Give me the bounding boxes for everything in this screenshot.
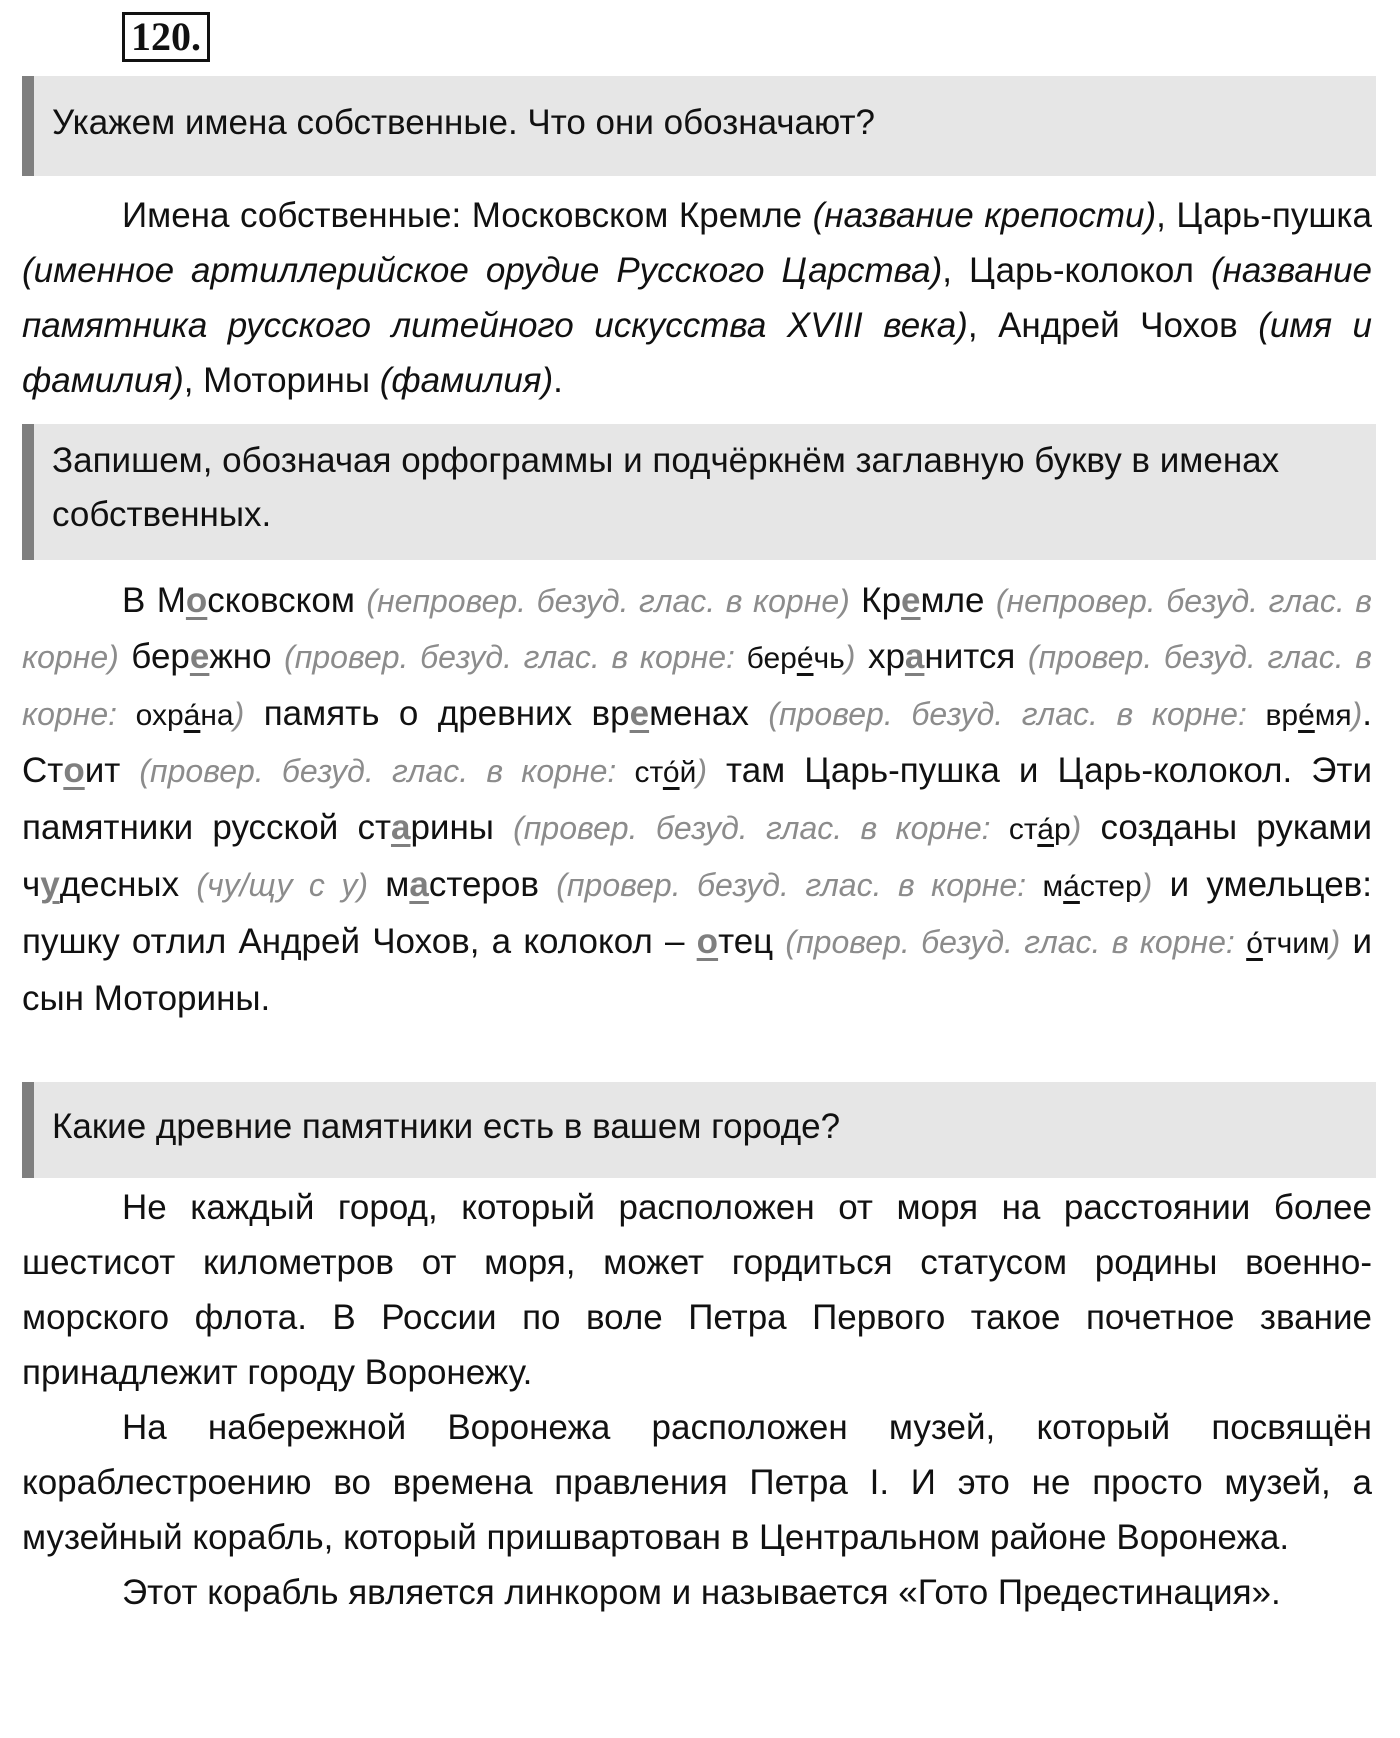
exercise-number: 120. <box>122 12 210 62</box>
answer-1: Имена собственные: Московском Кремле (название крепости), Царь-пушка (именное артиллерийское орудие Русского Царства), Царь-колокол (название памятника русского литейного искусства XVIII века), Андрей Чохов (имя и фамилия), Моторины (фамилия). <box>22 196 1372 400</box>
answer-3-paragraph: На набережной Воронежа расположен музей, который посвящён кораблестроению во времена правления Петра I. И это не просто музей, а музейный корабль, который пришвартован в Центральном районе Воронежа. <box>22 1408 1372 1557</box>
answer-3-paragraph: Этот корабль является линкором и называется «Гото Предестинация». <box>122 1573 1281 1612</box>
question-2: Запишем, обозначая орфограммы и подчёркнём заглавную букву в именах собственных. <box>22 424 1376 560</box>
question-3: Какие древние памятники есть в вашем городе? <box>22 1082 1376 1178</box>
answer-2: В Московском (непровер. безуд. глас. в корне) Кремле (непровер. безуд. глас. в корне) бережно (провер. безуд. глас. в корне: бере́чь) хранится (провер. безуд. глас. в корне: охра́на) память о древних временах (провер. безуд. глас. в корне: вре́мя). Стоит (провер. безуд. глас. в корне: сто́й) там Царь-пушка и Царь-колокол. Эти памятники русской старины (провер. безуд. глас. в корне: ста́р) созданы руками чудесных (чу/щу с у) мастеров (провер. безуд. глас. в корне: ма́стер) и умельцев: пушку отлил Андрей Чохов, а колокол – отец (провер. безуд. глас. в корне: о́тчим) и сын Моторины. <box>22 581 1373 1018</box>
answer-3 <box>22 1180 1372 1620</box>
answer-3-paragraph: Не каждый город, который расположен от моря на расстоянии более шестисот километров от моря, может гордиться статусом родины военно-морского флота. В России по воле Петра Первого такое почетное звание принадлежит городу Воронежу. <box>22 1188 1372 1392</box>
question-1: Укажем имена собственные. Что они обозначают? <box>22 76 1376 176</box>
